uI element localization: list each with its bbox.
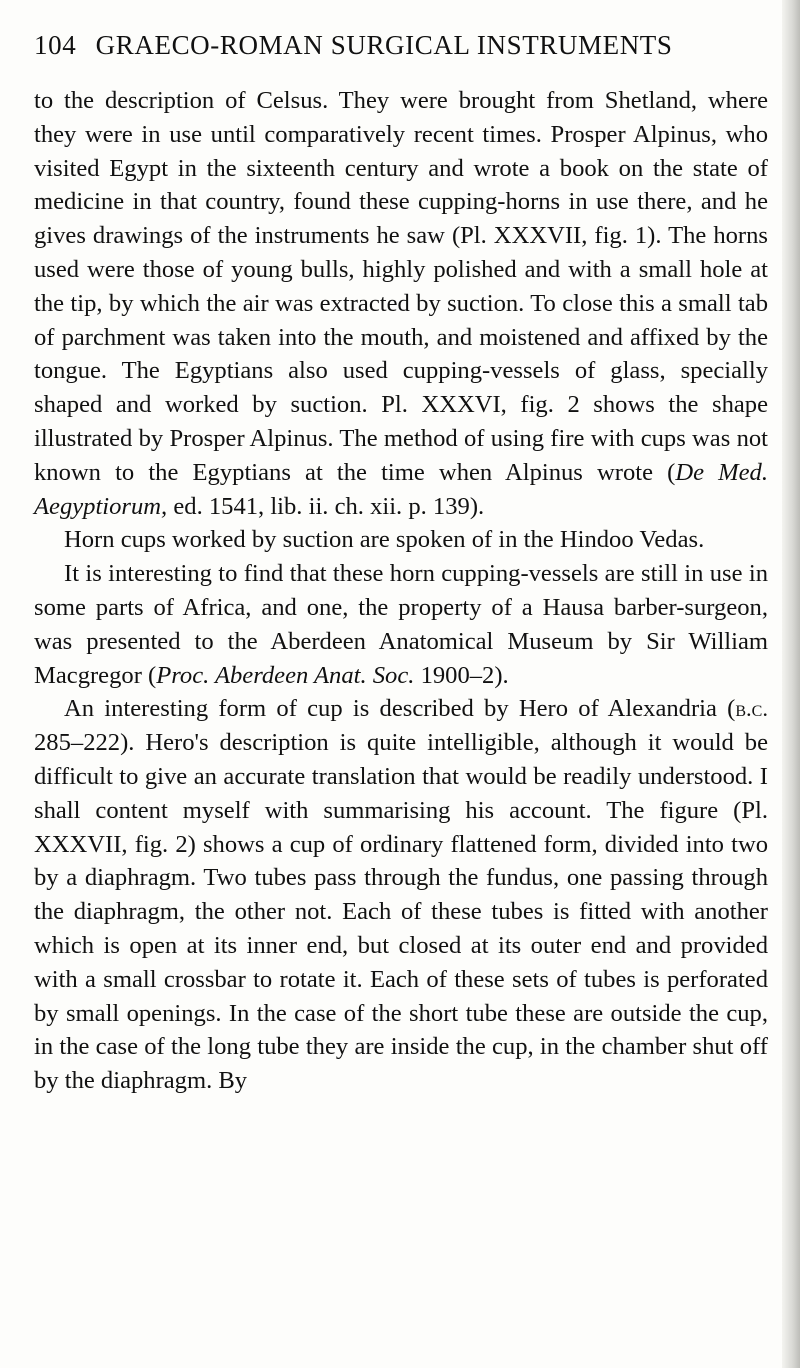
body-text — [34, 84, 768, 1098]
paragraph-4 — [34, 692, 768, 1098]
paragraph-1-italic: De Med. Aegyptiorum, — [34, 458, 768, 520]
running-title: GRAECO-ROMAN SURGICAL INSTRUMENTS — [95, 30, 673, 60]
page-number: 104 — [34, 30, 77, 60]
paragraph-4-smallcaps: b.c. — [735, 696, 768, 722]
paragraph-1-text-b: ed. 1541, lib. ii. ch. xii. p. 139). — [167, 492, 485, 520]
paragraph-3-text-a: It is interesting to find that these horn cupping-vessels are still in use in some parts of Africa, and one, the property of a Hausa barber-surgeon, was presented to the Aberdeen Anatomical Museum by Sir William Macgregor ( — [34, 560, 768, 689]
paragraph-3 — [34, 557, 768, 692]
paragraph-4-text-a: An interesting form of cup is described by Hero of Alexandria ( — [64, 695, 736, 723]
paragraph-1-text-a: to the description of Celsus. They were brought from Shetland, where they were in use until comparatively recent times. Prosper Alpinus, who visited Egypt in the sixteenth century and wrote a book on the state of medicine in that country, found these cupping-horns in use there, and he gives drawings of the instruments he saw (Pl. XXXVII, fig. 1). The horns used were those of young bulls, highly polished and with a small hole at the tip, by which the air was extracted by suction. To close this a small tab of parchment was taken into the mouth, and moistened and affixed by the tongue. The Egyptians also used cupping-vessels of glass, specially shaped and worked by suction. Pl. XXXVI, fig. 2 shows the shape illustrated by Prosper Alpinus. The method of using fire with cups was not known to the Egyptians at the time when Alpinus wrote ( — [34, 87, 768, 486]
page-edge-shadow — [782, 0, 800, 1368]
paragraph-3-italic: Proc. Aberdeen Anat. Soc. — [156, 661, 415, 689]
paragraph-1 — [34, 84, 768, 523]
paragraph-4-text-b: 285–222). Hero's description is quite intelligible, although it would be difficult to give an accurate translation that would be readily understood. I shall content myself with summarising his account. The figure (Pl. XXXVII, fig. 2) shows a cup of ordinary flattened form, divided into two by a diaphragm. Two tubes pass through the fundus, one passing through the diaphragm, the other not. Each of these tubes is fitted with another which is open at its inner end, but closed at its outer end and provided with a small crossbar to rotate it. Each of these sets of tubes is perforated by small openings. In the case of the short tube these are outside the cup, in the case of the long tube they are inside the cup, in the chamber shut off by the diaphragm. By — [34, 729, 768, 1095]
paragraph-3-text-b: 1900–2). — [414, 661, 509, 689]
paragraph-2: Horn cups worked by suction are spoken of in the Hindoo Vedas. — [64, 526, 705, 554]
page-header — [34, 30, 764, 61]
